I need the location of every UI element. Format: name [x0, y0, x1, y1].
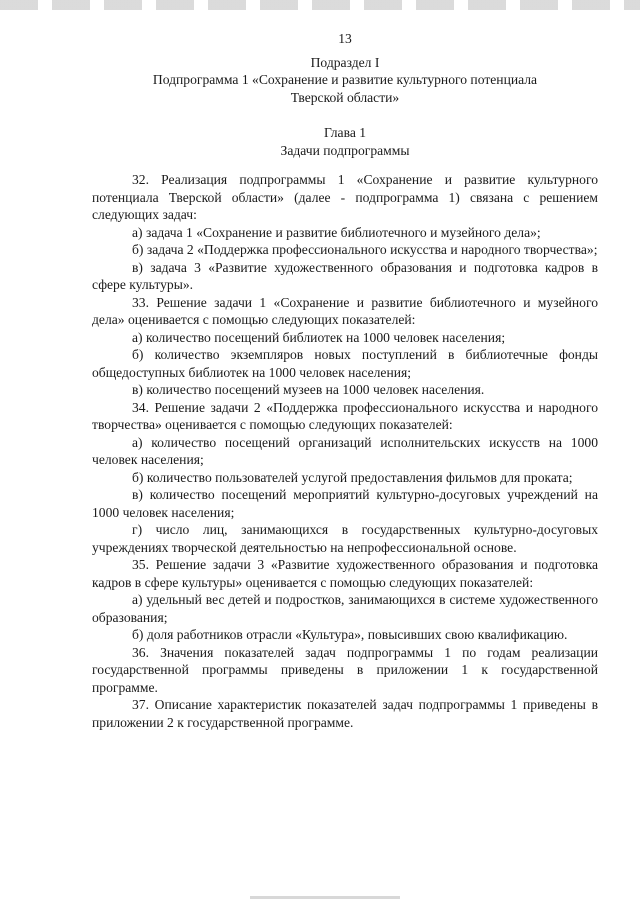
subsection-heading: Подраздел I — [310, 54, 380, 70]
paragraph: 37. Описание характеристик показателей задач подпрограммы 1 приведены в приложении 2 к государственной программе. — [92, 697, 598, 730]
document-page — [92, 30, 598, 731]
body-text — [92, 171, 598, 731]
subprogram-title-line2: Тверской области» — [290, 89, 400, 105]
chapter-heading: Глава 1 — [323, 125, 367, 140]
list-item: а) удельный вес детей и подростков, занимающихся в системе художественного образования; — [92, 592, 598, 625]
list-item: в) количество посещений музеев на 1000 человек населения. — [132, 382, 485, 397]
paragraph: 32. Реализация подпрограммы 1 «Сохранение и развитие культурного потенциала Тверской области» (далее - подпрограмма 1) связана с решением следующих задач: — [92, 172, 598, 222]
list-item: б) количество пользователей услугой предоставления фильмов для проката; — [132, 469, 573, 485]
list-item: б) доля работников отрасли «Культура», повысивших свою квалификацию. — [132, 627, 568, 642]
list-item: а) задача 1 «Сохранение и развитие библиотечного и музейного дела»; — [132, 224, 541, 240]
scan-edge-artifact — [0, 0, 640, 10]
list-item: г) число лиц, занимающихся в государственных культурно-досуговых учреждениях творческой деятельностью на непрофессиональной основе. — [92, 522, 598, 555]
page-number: 13 — [338, 31, 352, 46]
list-item: а) количество посещений библиотек на 1000 человек населения; — [132, 329, 506, 345]
chapter-subtitle: Задачи подпрограммы — [280, 142, 410, 158]
paragraph: 34. Решение задачи 2 «Поддержка профессионального искусства и народного творчества» оценивается с помощью следующих показателей: — [92, 399, 598, 432]
list-item: б) количество экземпляров новых поступлений в библиотечные фонды общедоступных библиотек на 1000 человек населения; — [92, 347, 598, 380]
list-item: в) количество посещений мероприятий культурно-досуговых учреждений на 1000 человек населения; — [92, 487, 598, 520]
subprogram-title-line1: Подпрограмма 1 «Сохранение и развитие культурного потенциала — [152, 72, 538, 87]
list-item: б) задача 2 «Поддержка профессионального искусства и народного творчества»; — [132, 242, 598, 257]
paragraph: 35. Решение задачи 3 «Развитие художественного образования и подготовка кадров в сфере культуры» оценивается с помощью следующих показателей: — [92, 557, 598, 590]
paragraph: 36. Значения показателей задач подпрограммы 1 по годам реализации государственной программы приведены в приложении 1 к государственной программе. — [92, 644, 598, 695]
list-item: а) количество посещений организаций исполнительских искусств на 1000 человек населения; — [92, 434, 598, 467]
list-item: в) задача 3 «Развитие художественного образования и подготовка кадров в сфере культуры». — [92, 259, 598, 292]
paragraph: 33. Решение задачи 1 «Сохранение и развитие библиотечного и музейного дела» оценивается с помощью следующих показателей: — [92, 294, 598, 327]
scan-edge-artifact — [250, 896, 400, 899]
